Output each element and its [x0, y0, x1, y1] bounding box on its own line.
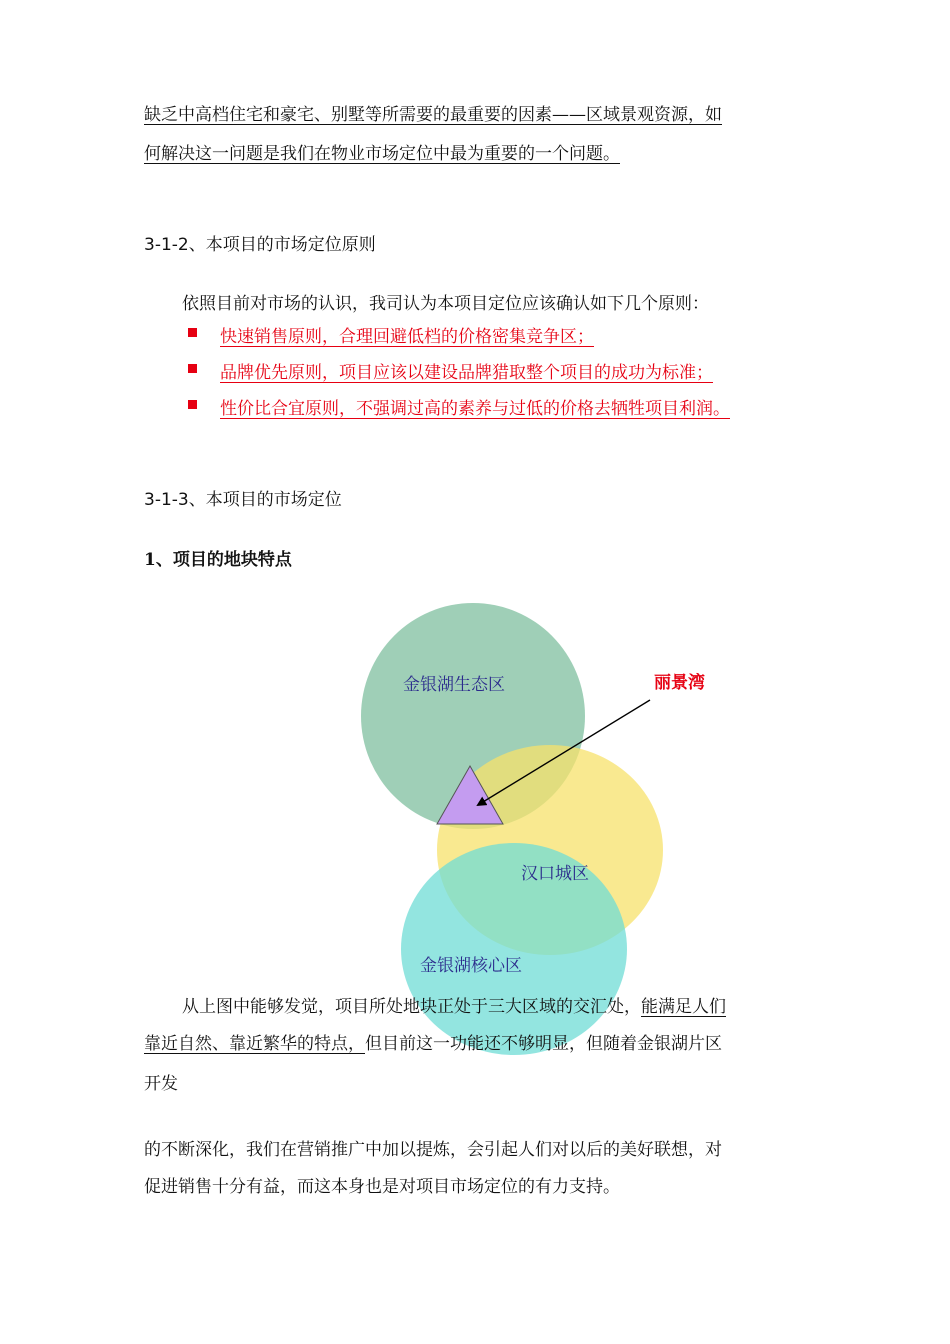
body-p1-line1 — [182, 992, 726, 1017]
body-p2-line1: 的不断深化，我们在营销推广中加以提炼，会引起人们对以后的美好联想，对 — [144, 1140, 722, 1160]
section-312-heading: 3-1-2、本项目的市场定位原则 — [144, 235, 376, 255]
label-lijingwan: 丽景湾 — [654, 673, 705, 693]
body-p1-highlight: 能满足人们 — [641, 997, 726, 1017]
body-p1-highlight: 靠近自然、靠近繁华的特点， — [144, 1034, 365, 1054]
label-hankou-city: 汉口城区 — [521, 864, 589, 884]
intro-line-2: 何解决这一问题是我们在物业市场定位中最为重要的一个问题。 — [144, 144, 620, 164]
principle-item: 快速销售原则，合理回避低档的价格密集竞争区； — [220, 327, 594, 347]
principle-item: 品牌优先原则，项目应该以建设品牌猎取整个项目的成功为标准； — [220, 363, 713, 383]
label-jinyinhu-eco: 金银湖生态区 — [403, 675, 505, 695]
intro-line-1: 缺乏中高档住宅和豪宅、别墅等所需要的最重要的因素——区域景观资源，如 — [144, 105, 722, 125]
circle-jinyinhu-core — [401, 843, 627, 1055]
body-p2-line2: 促进销售十分有益，而这本身也是对项目市场定位的有力支持。 — [144, 1177, 620, 1197]
section-312-lead: 依照目前对市场的认识，我司认为本项目定位应该确认如下几个原则： — [182, 294, 709, 314]
section-313-sub1: 1、项目的地块特点 — [144, 550, 292, 570]
body-p1-text: 但目前这一功能还不够明显，但随着金银湖片区 — [365, 1034, 722, 1054]
label-jinyinhu-core: 金银湖核心区 — [420, 956, 522, 976]
body-p1-text: 从上图中能够发觉，项目所处地块正处于三大区域的交汇处， — [182, 997, 641, 1017]
body-p1-line3: 开发 — [144, 1074, 178, 1094]
body-p1-line2 — [144, 1029, 722, 1054]
principle-item: 性价比合宜原则，不强调过高的素养与过低的价格去牺牲项目利润。 — [220, 399, 730, 419]
section-313-heading: 3-1-3、本项目的市场定位 — [144, 490, 342, 510]
